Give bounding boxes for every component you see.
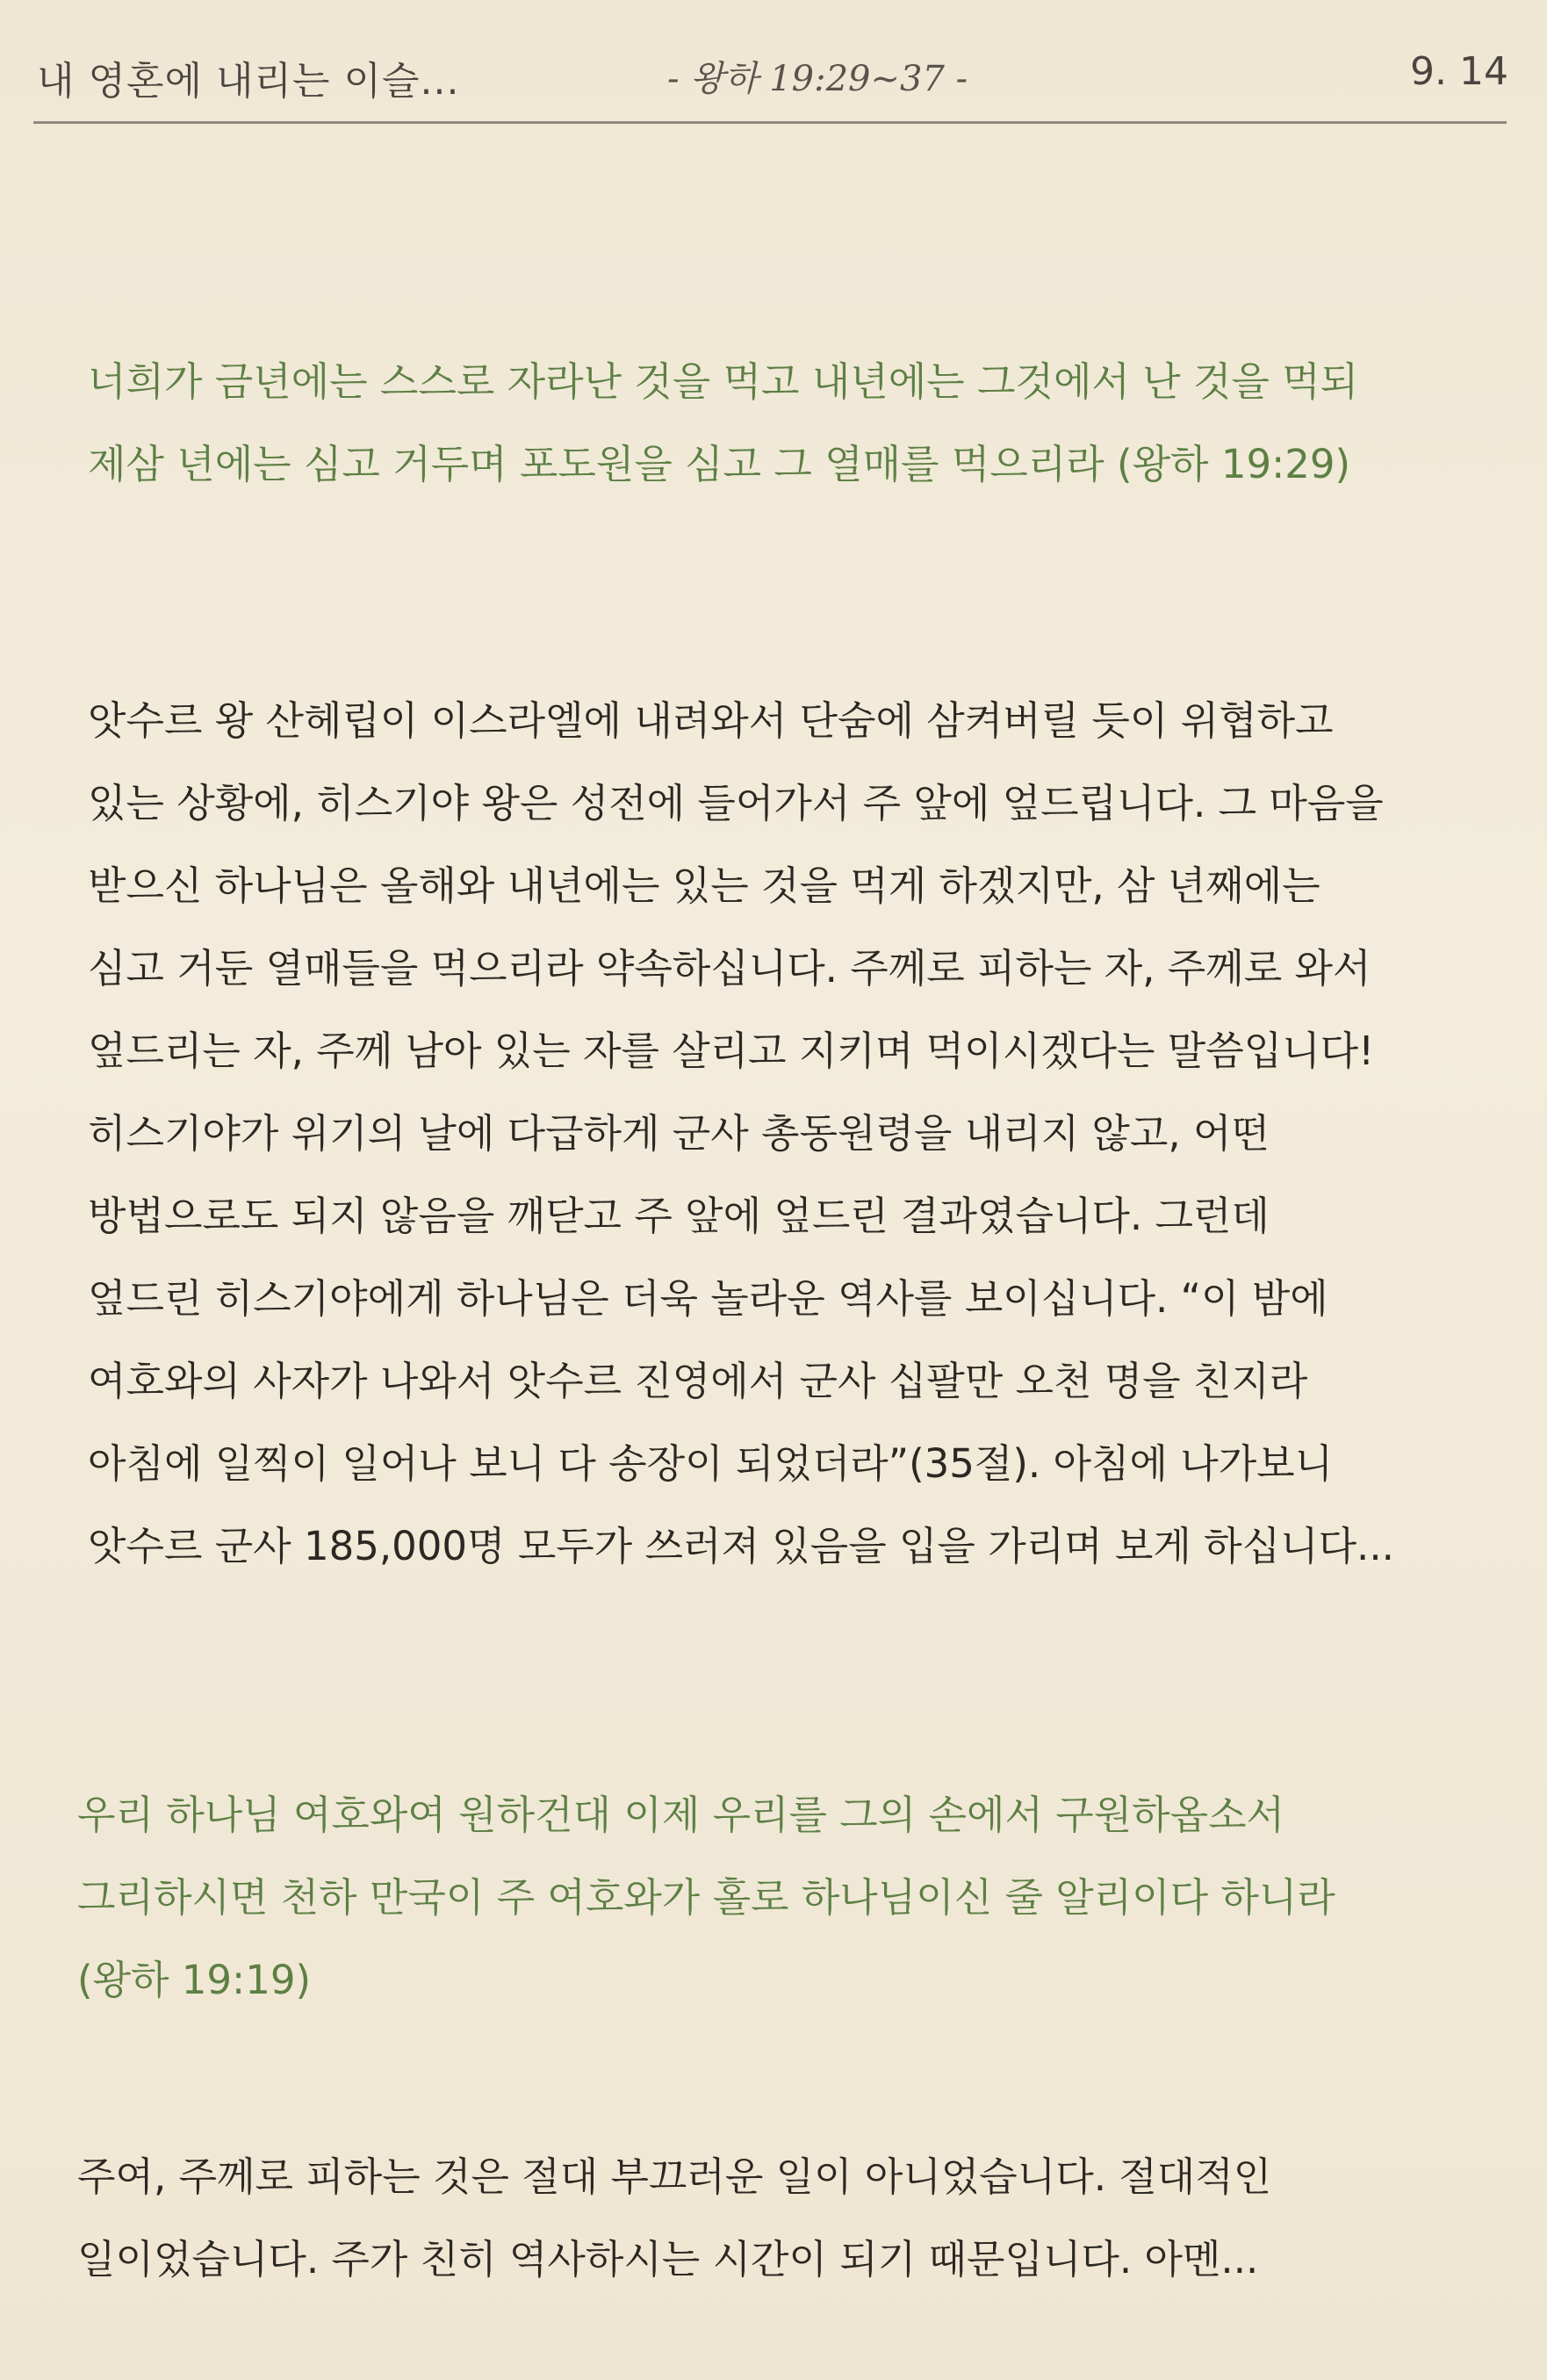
paragraph-line: 히스기야가 위기의 날에 다급하게 군사 총동원령을 내리지 않고, 어떤	[88, 1110, 1270, 1157]
verse-line: 우리 하나님 여호와여 원하건대 이제 우리를 그의 손에서 구원하옵소서	[77, 1792, 1285, 1838]
verse-line: 그리하시면 천하 만국이 주 여호와가 홀로 하나님이신 줄 알리이다 하니라	[77, 1874, 1335, 1921]
paragraph-line: 받으신 하나님은 올해와 내년에는 있는 것을 먹게 하겠지만, 삼 년째에는	[88, 862, 1320, 909]
paragraph-line: 엎드린 히스기야에게 하나님은 더욱 놀라운 역사를 보이십니다. “이 밤에	[88, 1275, 1328, 1322]
paragraph-line: 있는 상황에, 히스기야 왕은 성전에 들어가서 주 앞에 엎드립니다. 그 마음을	[88, 780, 1384, 826]
paragraph-line: 엎드리는 자, 주께 남아 있는 자를 살리고 지키며 먹이시겠다는 말씀입니다!	[88, 1028, 1375, 1074]
verse-line: 너희가 금년에는 스스로 자라난 것을 먹고 내년에는 그것에서 난 것을 먹되	[88, 358, 1359, 405]
paragraph-line: 주여, 주께로 피하는 것은 절대 부끄러운 일이 아니었습니다. 절대적인	[77, 2153, 1272, 2200]
devotional-paragraph	[88, 680, 1475, 1588]
paragraph-line: 심고 거둔 열매들을 먹으리라 약속하십니다. 주께로 피하는 자, 주께로 와서	[88, 945, 1371, 992]
paragraph-line: 방법으로도 되지 않음을 깨닫고 주 앞에 엎드린 결과였습니다. 그런데	[88, 1193, 1270, 1239]
page-title: 내 영혼에 내리는 이슬...	[37, 59, 460, 104]
scripture-reference: - 왕하 19:29~37 -	[667, 59, 968, 99]
header-divider	[33, 121, 1507, 124]
verse-line: (왕하 19:19)	[77, 1957, 312, 2003]
verse-line: 제삼 년에는 심고 거두며 포도원을 심고 그 열매를 먹으리라 (왕하 19:29)	[88, 441, 1351, 487]
closing-prayer	[77, 2136, 1464, 2301]
paragraph-line: 앗수르 왕 산헤립이 이스라엘에 내려와서 단숨에 삼켜버릴 듯이 위협하고	[88, 697, 1334, 744]
page-header	[37, 35, 1510, 119]
key-verse	[88, 341, 1475, 506]
paragraph-line: 아침에 일찍이 일어나 보니 다 송장이 되었더라”(35절). 아침에 나가보니	[88, 1440, 1334, 1487]
page-date: 9. 14	[1410, 49, 1508, 94]
paragraph-line: 일이었습니다. 주가 친히 역사하시는 시간이 되기 때문입니다. 아멘...	[77, 2236, 1259, 2283]
paragraph-line: 여호와의 사자가 나와서 앗수르 진영에서 군사 십팔만 오천 명을 친지라	[88, 1358, 1308, 1404]
prayer-verse	[77, 1774, 1464, 2022]
paragraph-line: 앗수르 군사 185,000명 모두가 쓰러져 있음을 입을 가리며 보게 하십니다...	[88, 1523, 1394, 1569]
